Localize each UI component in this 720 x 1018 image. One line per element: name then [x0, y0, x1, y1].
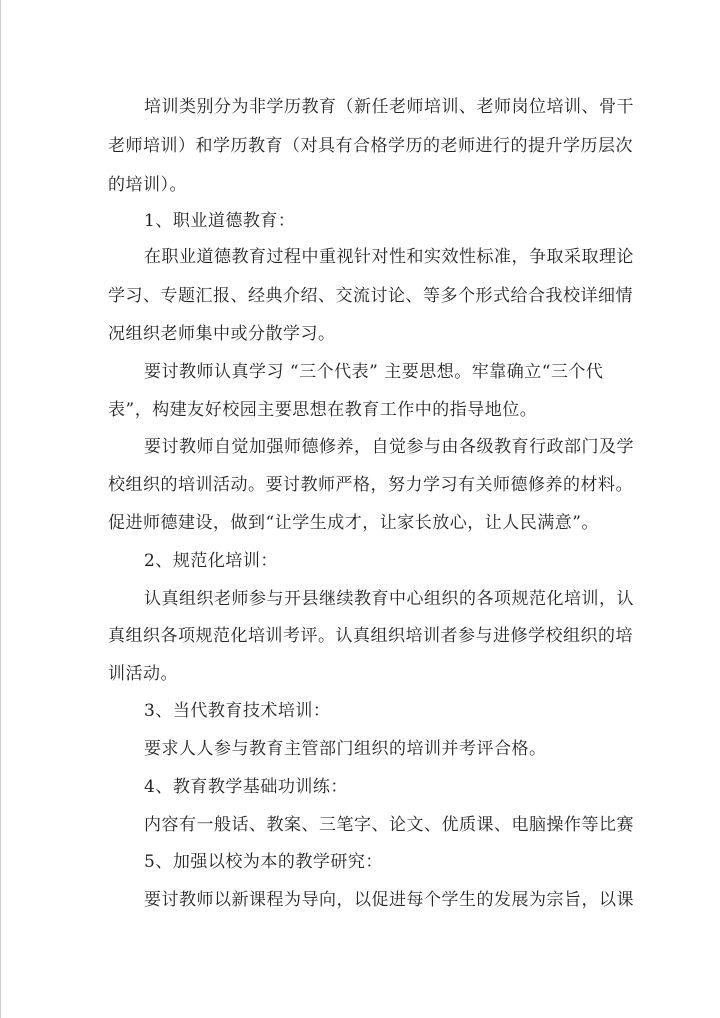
paragraph-line: 在职业道德教育过程中重视针对性和实效性标准，争取采取理论 [144, 247, 634, 267]
section-heading: 3、当代教育技术培训： [144, 701, 331, 721]
paragraph-line: 促进师德建设，做到“让学生成才，让家长放心，让人民满意”。 [108, 513, 599, 533]
section-heading: 4、教育教学基础功训练： [144, 777, 348, 797]
section-heading: 5、加强以校为本的教学研究： [144, 852, 383, 872]
section-heading: 2、规范化培训： [144, 551, 278, 571]
paragraph-line: 要讨教师认真学习 “三个代表” 主要思想。牢靠确立“三个代 [144, 362, 604, 382]
paragraph-line: 培训类别分为非学历教育（新任老师培训、老师岗位培训、骨干 [144, 97, 634, 117]
section-heading: 1、职业道德教育： [144, 211, 296, 231]
paragraph-line: 的培训）。 [108, 175, 187, 195]
paragraph-line: 学习、专题汇报、经典介绍、交流讨论、等多个形式给合我校详细情 [108, 286, 633, 306]
paragraph-line: 要讨教师自觉加强师德修养，自觉参与由各级教育行政部门及学 [144, 437, 634, 457]
paragraph-line: 内容有一般话、教案、三笔字、论文、优质课、电脑操作等比赛 [144, 815, 634, 835]
paragraph-line: 要讨教师以新课程为导向，以促进每个学生的发展为宗旨，以课 [144, 890, 634, 910]
paragraph-line: 况组织老师集中或分散学习。 [108, 324, 336, 344]
paragraph-line: 校组织的培训活动。要讨教师严格，努力学习有关师德修养的材料。 [108, 475, 633, 495]
paragraph-line: 真组织各项规范化培训考评。认真组织培训者参与进修学校组织的培 [108, 626, 633, 646]
paragraph-line: 要求人人参与教育主管部门组织的培训并考评合格。 [144, 739, 547, 759]
paragraph-line: 训活动。 [108, 664, 178, 684]
paragraph-line: 老师培训）和学历教育（对具有合格学历的老师进行的提升学历层次 [108, 136, 633, 156]
paragraph-line: 表”，构建友好校园主要思想在教育工作中的指导地位。 [108, 400, 538, 420]
paragraph-line: 认真组织老师参与开县继续教育中心组织的各项规范化培训，认 [144, 589, 634, 609]
